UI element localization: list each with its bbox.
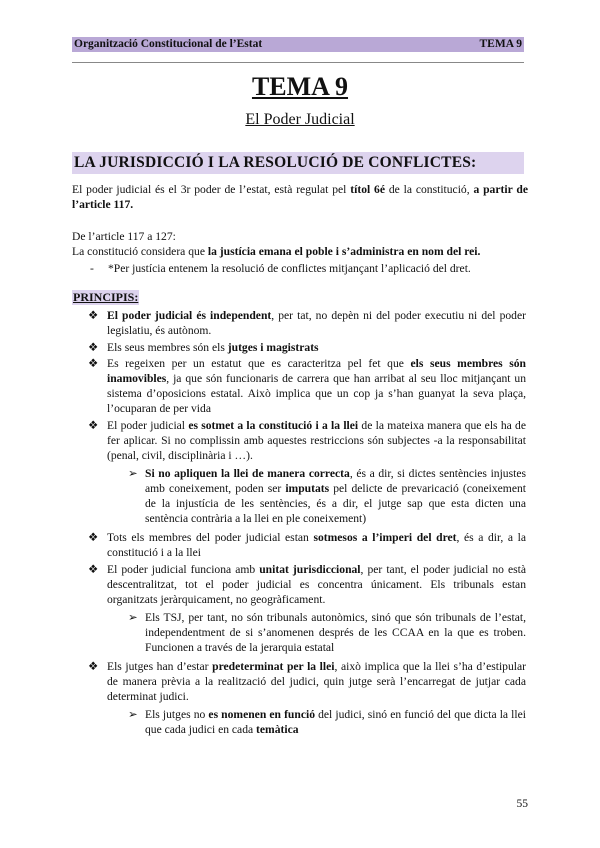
sub-item: ➢ Els jutges no es nomenen en funció del judici, sinó en funció del que dicta la llei que cada judici en cada temàtica — [128, 708, 526, 736]
arrow-bullet-icon: ➢ — [128, 467, 138, 480]
principles-heading: PRINCIPIS: — [73, 290, 139, 304]
diamond-bullet-icon: ❖ — [88, 531, 99, 544]
articles-line: De l’article 117 a 127: — [72, 230, 176, 243]
diamond-bullet-icon: ❖ — [88, 660, 99, 673]
arrow-bullet-icon: ➢ — [128, 708, 138, 721]
principle-item: ❖ El poder judicial funciona amb unitat jurisdiccional, per tant, el poder judicial no està descentralitzat, tot el poder judicial es concentra únicament. Els tribunals estan organitzats jeràrquicament, no geogràficament. — [88, 563, 527, 606]
diamond-bullet-icon: ❖ — [88, 563, 99, 576]
intro-paragraph: El poder judicial és el 3r poder de l’estat, està regulat pel títol 6é de la constitució, a partir de l’article 117. — [72, 183, 528, 211]
diamond-bullet-icon: ❖ — [88, 419, 99, 432]
principle-item: ❖ El poder judicial es sotmet a la constitució i a la llei de la mateixa manera que els ha de fer aplicar. Si no complissin amb aquestes restriccions són subjectes -a la responsabilitat (penal, civil, disciplinària i …). — [88, 419, 527, 462]
principle-item: ❖ Tots els membres del poder judicial estan sotmesos a l’imperi del dret, és a dir, a la constitució i a la llei — [88, 531, 526, 559]
dash-list-item: - *Per justícia entenem la resolució de conflictes mitjançant l’aplicació del dret. — [90, 262, 471, 275]
page-title: TEMA 9 — [251, 72, 349, 101]
header-topic: TEMA 9 — [479, 38, 522, 50]
diamond-bullet-icon: ❖ — [88, 341, 99, 354]
diamond-bullet-icon: ❖ — [88, 357, 99, 370]
header-course-title: Organització Constitucional de l’Estat — [74, 38, 263, 50]
arrow-bullet-icon: ➢ — [128, 611, 138, 624]
sub-item: ➢ Si no apliquen la llei de manera correcta, és a dir, si dictes sentències injustes amb coneixement, poden ser imputats pel delicte de prevaricació (coneixement de la injustícia de les sentències, és a dir, el jutge sap que esta dicten una sentència contrària a la llei en ple coneixement) — [128, 467, 526, 525]
justice-paragraph: La constitució considera que la justícia emana el poble i s’administra en nom del rei. — [72, 245, 481, 258]
diamond-bullet-icon: ❖ — [88, 309, 99, 322]
header-rule — [72, 62, 524, 63]
principle-item: ❖ Els seus membres són els jutges i magistrats — [88, 341, 319, 354]
principle-item: ❖ El poder judicial és independent, per tat, no depèn ni del poder executiu ni del poder legislatiu, és autònom. — [88, 309, 526, 337]
sub-item: ➢ Els TSJ, per tant, no són tribunals autonòmics, sinó que són tribunals de l’estat, independentment de si s’anomenen després de les CCAA en la que es troben. Funcionen a través de la jerarquia estatal — [128, 611, 526, 654]
principle-item: ❖ Els jutges han d’estar predeterminat per la llei, això implica que la llei s’ha d’estipular de manera prèvia a la realització del judici, quin jutge serà l’encarregat de jutjar cada determinat judici. — [88, 660, 526, 703]
running-header — [72, 37, 524, 52]
page-subtitle: El Poder Judicial — [245, 111, 355, 128]
page-number: 55 — [516, 798, 528, 810]
section-heading: LA JURISDICCIÓ I LA RESOLUCIÓ DE CONFLICTES: — [72, 152, 524, 174]
principle-item: ❖ Es regeixen per un estatut que es caracteritza pel fet que els seus membres són inamovibles, ja que són funcionaris de carrera que han arribat al seu lloc mitjançant un sistema d’oposicions estatal. Això implica que un cop ja s’han guanyat la seva plaça, l’ocuparan de per vida — [88, 357, 527, 415]
